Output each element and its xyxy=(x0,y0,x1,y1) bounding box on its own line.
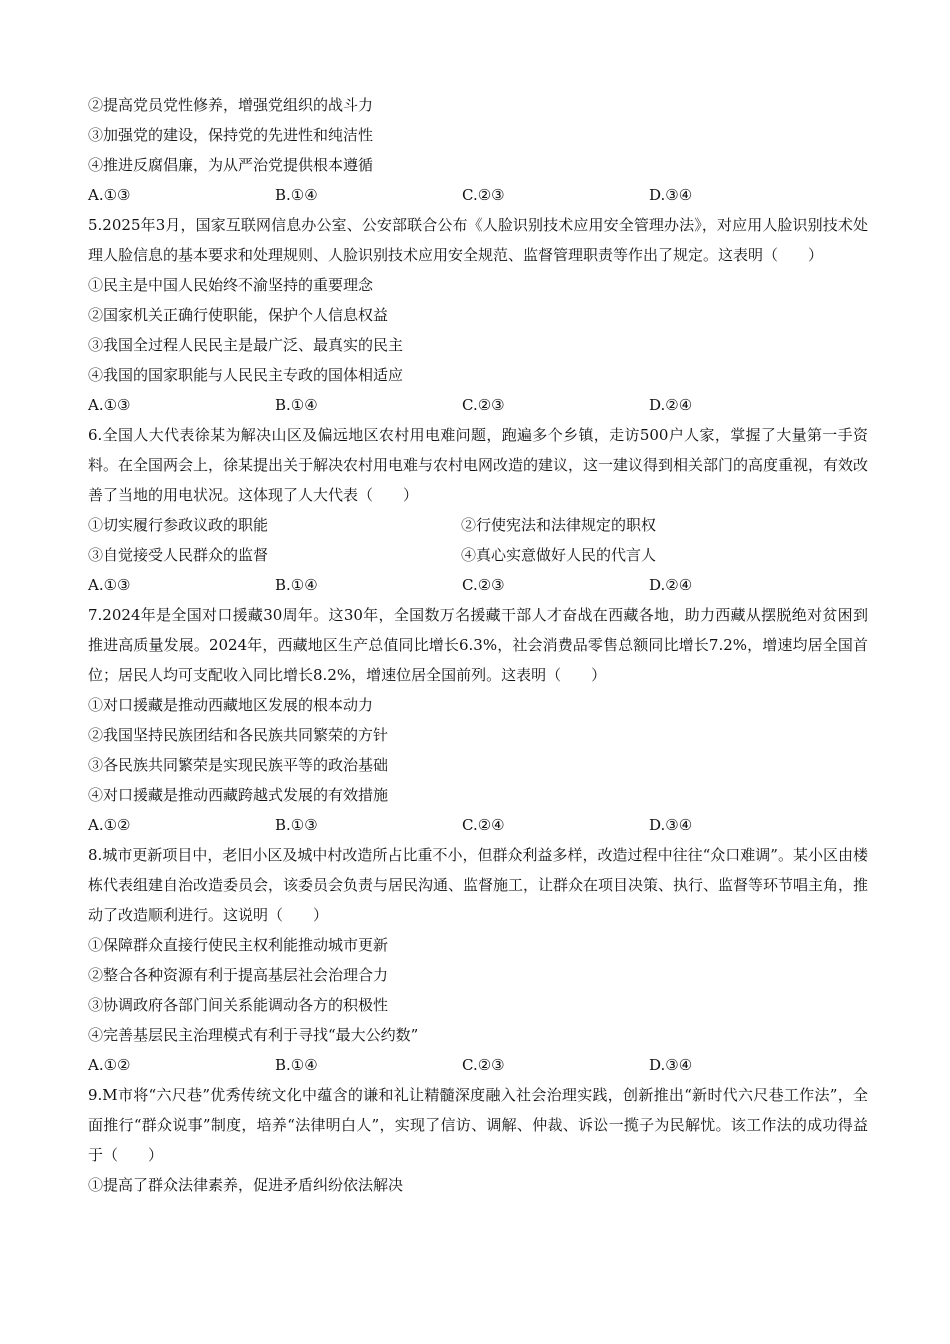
answer-choices xyxy=(88,390,868,420)
question-option-item: ①切实履行参政议政的职能 xyxy=(88,516,269,534)
option-row xyxy=(88,540,868,570)
question-option-item: ④真心实意做好人民的代言人 xyxy=(461,546,657,564)
question-option-item: ④完善基层民主治理模式有利于寻找“最大公约数” xyxy=(88,1026,419,1044)
choice-c[interactable]: C.②③ xyxy=(462,1056,505,1074)
choice-a[interactable]: A.①② xyxy=(88,816,131,834)
question-stem: 6.全国人大代表徐某为解决山区及偏远地区农村用电难问题，跑遍多个乡镇，走访500户人家，掌握了大量第一手资料。在全国两会上，徐某提出关于解决农村用电难与农村电网改造的建议，这一建议得到相关部门的高度重视，有效改善了当地的用电状况。这体现了人大代表（ ） xyxy=(88,426,869,504)
exam-page xyxy=(88,90,868,1200)
answer-choices xyxy=(88,1050,868,1080)
question-stem: 5.2025年3月，国家互联网信息办公室、公安部联合公布《人脸识别技术应用安全管理办法》，对应用人脸识别技术处理人脸信息的基本要求和处理规则、人脸识别技术应用安全规范、监督管理职责等作出了规定。这表明（ ） xyxy=(88,216,868,264)
question-stem: 7.2024年是全国对口援藏30周年。这30年，全国数万名援藏干部人才奋战在西藏各地，助力西藏从摆脱绝对贫困到推进高质量发展。2024年，西藏地区生产总值同比增长6.3%，社会消费品零售总额同比增长7.2%，增速均居全国首位；居民人均可支配收入同比增长8.2%，增速位居全国前列。这表明（ ） xyxy=(88,606,868,684)
question-option-item: ③各民族共同繁荣是实现民族平等的政治基础 xyxy=(88,756,389,774)
choice-a[interactable]: A.①③ xyxy=(88,396,131,414)
choice-b[interactable]: B.①④ xyxy=(275,186,318,204)
choice-b[interactable]: B.①④ xyxy=(275,396,318,414)
choice-b[interactable]: B.①③ xyxy=(275,816,318,834)
question-stem: 9.M市将“六尺巷”优秀传统文化中蕴含的谦和礼让精髓深度融入社会治理实践，创新推出“新时代六尺巷工作法”，全面推行“群众说事”制度，培养“法律明白人”，实现了信访、调解、仲裁、诉讼一揽子为民解忧。该工作法的成功得益于（ ） xyxy=(88,1086,868,1164)
question-option-item: ①保障群众直接行使民主权利能推动城市更新 xyxy=(88,936,389,954)
choice-b[interactable]: B.①④ xyxy=(275,576,318,594)
question-option-item: ③加强党的建设，保持党的先进性和纯洁性 xyxy=(88,126,374,144)
question-9 xyxy=(88,1080,868,1200)
choice-d[interactable]: D.③④ xyxy=(649,186,693,204)
question-option-item: ③自觉接受人民群众的监督 xyxy=(88,546,269,564)
question-option-item: ③协调政府各部门间关系能调动各方的积极性 xyxy=(88,996,389,1014)
question-8 xyxy=(88,840,868,1080)
answer-choices xyxy=(88,810,868,840)
question-option-item: ①民主是中国人民始终不渝坚持的重要理念 xyxy=(88,276,374,294)
answer-choices xyxy=(88,180,868,210)
choice-a[interactable]: A.①③ xyxy=(88,186,131,204)
choice-d[interactable]: D.③④ xyxy=(649,1056,693,1074)
choice-d[interactable]: D.③④ xyxy=(649,816,693,834)
question-stem: 8.城市更新项目中，老旧小区及城中村改造所占比重不小，但群众利益多样，改造过程中往往“众口难调”。某小区由楼栋代表组建自治改造委员会，该委员会负责与居民沟通、监督施工，让群众在项目决策、执行、监督等环节唱主角，推动了改造顺利进行。这说明（ ） xyxy=(88,846,869,924)
question-5 xyxy=(88,210,868,420)
choice-a[interactable]: A.①② xyxy=(88,1056,131,1074)
choice-d[interactable]: D.②④ xyxy=(649,396,693,414)
question-option-item: ②整合各种资源有利于提高基层社会治理合力 xyxy=(88,966,389,984)
choice-a[interactable]: A.①③ xyxy=(88,576,131,594)
choice-c[interactable]: C.②③ xyxy=(462,396,505,414)
question-option-item: ②国家机关正确行使职能，保护个人信息权益 xyxy=(88,306,389,324)
question-option-item: ②行使宪法和法律规定的职权 xyxy=(461,516,657,534)
choice-c[interactable]: C.②③ xyxy=(462,186,505,204)
question-6 xyxy=(88,420,868,600)
answer-choices xyxy=(88,570,868,600)
question-option-item: ②提高党员党性修养，增强党组织的战斗力 xyxy=(88,96,374,114)
option-row xyxy=(88,510,868,540)
question-option-item: ③我国全过程人民民主是最广泛、最真实的民主 xyxy=(88,336,404,354)
choice-c[interactable]: C.②③ xyxy=(462,576,505,594)
question-option-item: ①提高了群众法律素养，促进矛盾纠纷依法解决 xyxy=(88,1176,404,1194)
question-option-item: ④我国的国家职能与人民民主专政的国体相适应 xyxy=(88,366,404,384)
choice-d[interactable]: D.②④ xyxy=(649,576,693,594)
choice-b[interactable]: B.①④ xyxy=(275,1056,318,1074)
question-option-item: ①对口援藏是推动西藏地区发展的根本动力 xyxy=(88,696,374,714)
question-4 xyxy=(88,90,868,210)
question-option-item: ④推进反腐倡廉，为从严治党提供根本遵循 xyxy=(88,156,374,174)
question-option-item: ②我国坚持民族团结和各民族共同繁荣的方针 xyxy=(88,726,389,744)
choice-c[interactable]: C.②④ xyxy=(462,816,505,834)
question-7 xyxy=(88,600,868,840)
question-option-item: ④对口援藏是推动西藏跨越式发展的有效措施 xyxy=(88,786,389,804)
